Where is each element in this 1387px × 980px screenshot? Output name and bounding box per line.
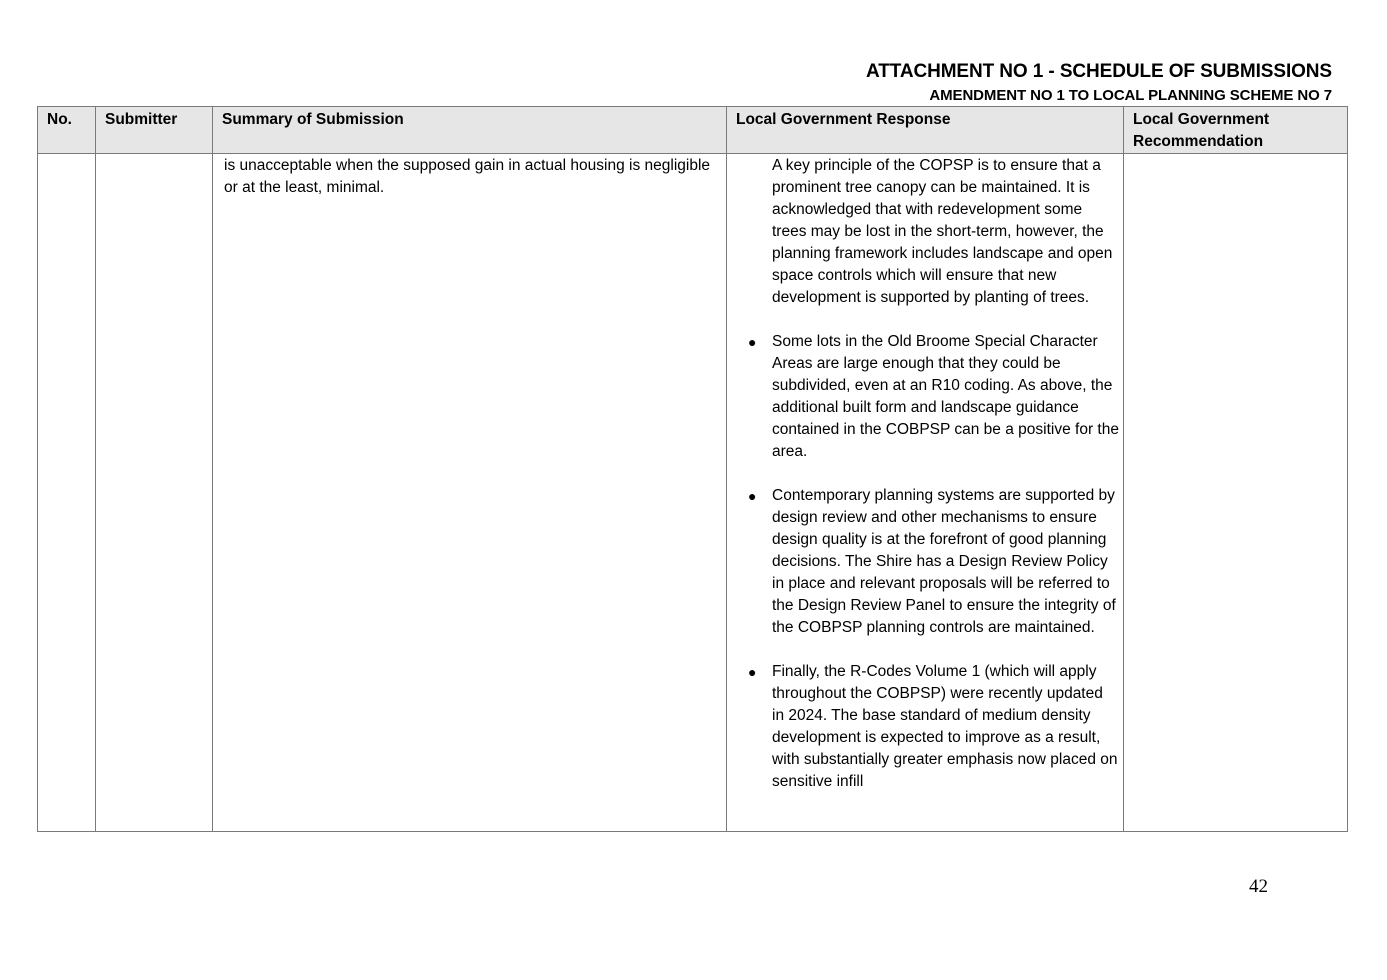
response-bullet-text: Finally, the R-Codes Volume 1 (which will apply throughout the COBPSP) were recently updated in 2024. The base standard of medium density development is expected to improve as a result, with substantially greater emphasis now placed on sensitive infill (772, 663, 1118, 790)
header-response: Local Government Response (727, 107, 1124, 154)
header-submitter: Submitter (96, 107, 213, 154)
cell-submitter (96, 154, 213, 832)
response-bullet (727, 485, 1119, 639)
header-summary: Summary of Submission (213, 107, 727, 154)
document-subtitle: AMENDMENT NO 1 TO LOCAL PLANNING SCHEME NO 7 (929, 87, 1332, 104)
table-header-row (38, 107, 1348, 154)
response-intro: A key principle of the COPSP is to ensure that a prominent tree canopy can be maintained. It is acknowledged that with redevelopment some trees may be lost in the short-term, however, the planning framework includes landscape and open space controls which will ensure that new development is supported by planting of trees. (772, 157, 1113, 306)
submissions-table (37, 106, 1348, 832)
table-row (38, 154, 1348, 832)
cell-summary: is unacceptable when the supposed gain in actual housing is negligible or at the least, minimal. (213, 154, 727, 832)
bullet-icon: ● (748, 664, 757, 680)
bullet-icon: ● (748, 488, 757, 504)
header-no: No. (38, 107, 96, 154)
cell-no (38, 154, 96, 832)
header-recommendation: Local Government Recommendation (1124, 107, 1348, 154)
cell-response (727, 154, 1124, 832)
response-bullet (727, 331, 1119, 463)
response-bullet-text: Some lots in the Old Broome Special Character Areas are large enough that they could be subdivided, even at an R10 coding. As above, the additional built form and landscape guidance contained in the COBPSP can be a positive for the area. (772, 333, 1119, 460)
document-title: ATTACHMENT NO 1 - SCHEDULE OF SUBMISSIONS (866, 61, 1332, 82)
page-number: 42 (1249, 876, 1268, 897)
response-bullet-text: Contemporary planning systems are supported by design review and other mechanisms to ensure design quality is at the forefront of good planning decisions. The Shire has a Design Review Policy in place and relevant proposals will be referred to the Design Review Panel to ensure the integrity of the COBPSP planning controls are maintained. (772, 487, 1116, 636)
cell-recommendation (1124, 154, 1348, 832)
bullet-icon: ● (748, 334, 757, 350)
response-list (727, 331, 1119, 793)
response-bullet (727, 661, 1119, 793)
